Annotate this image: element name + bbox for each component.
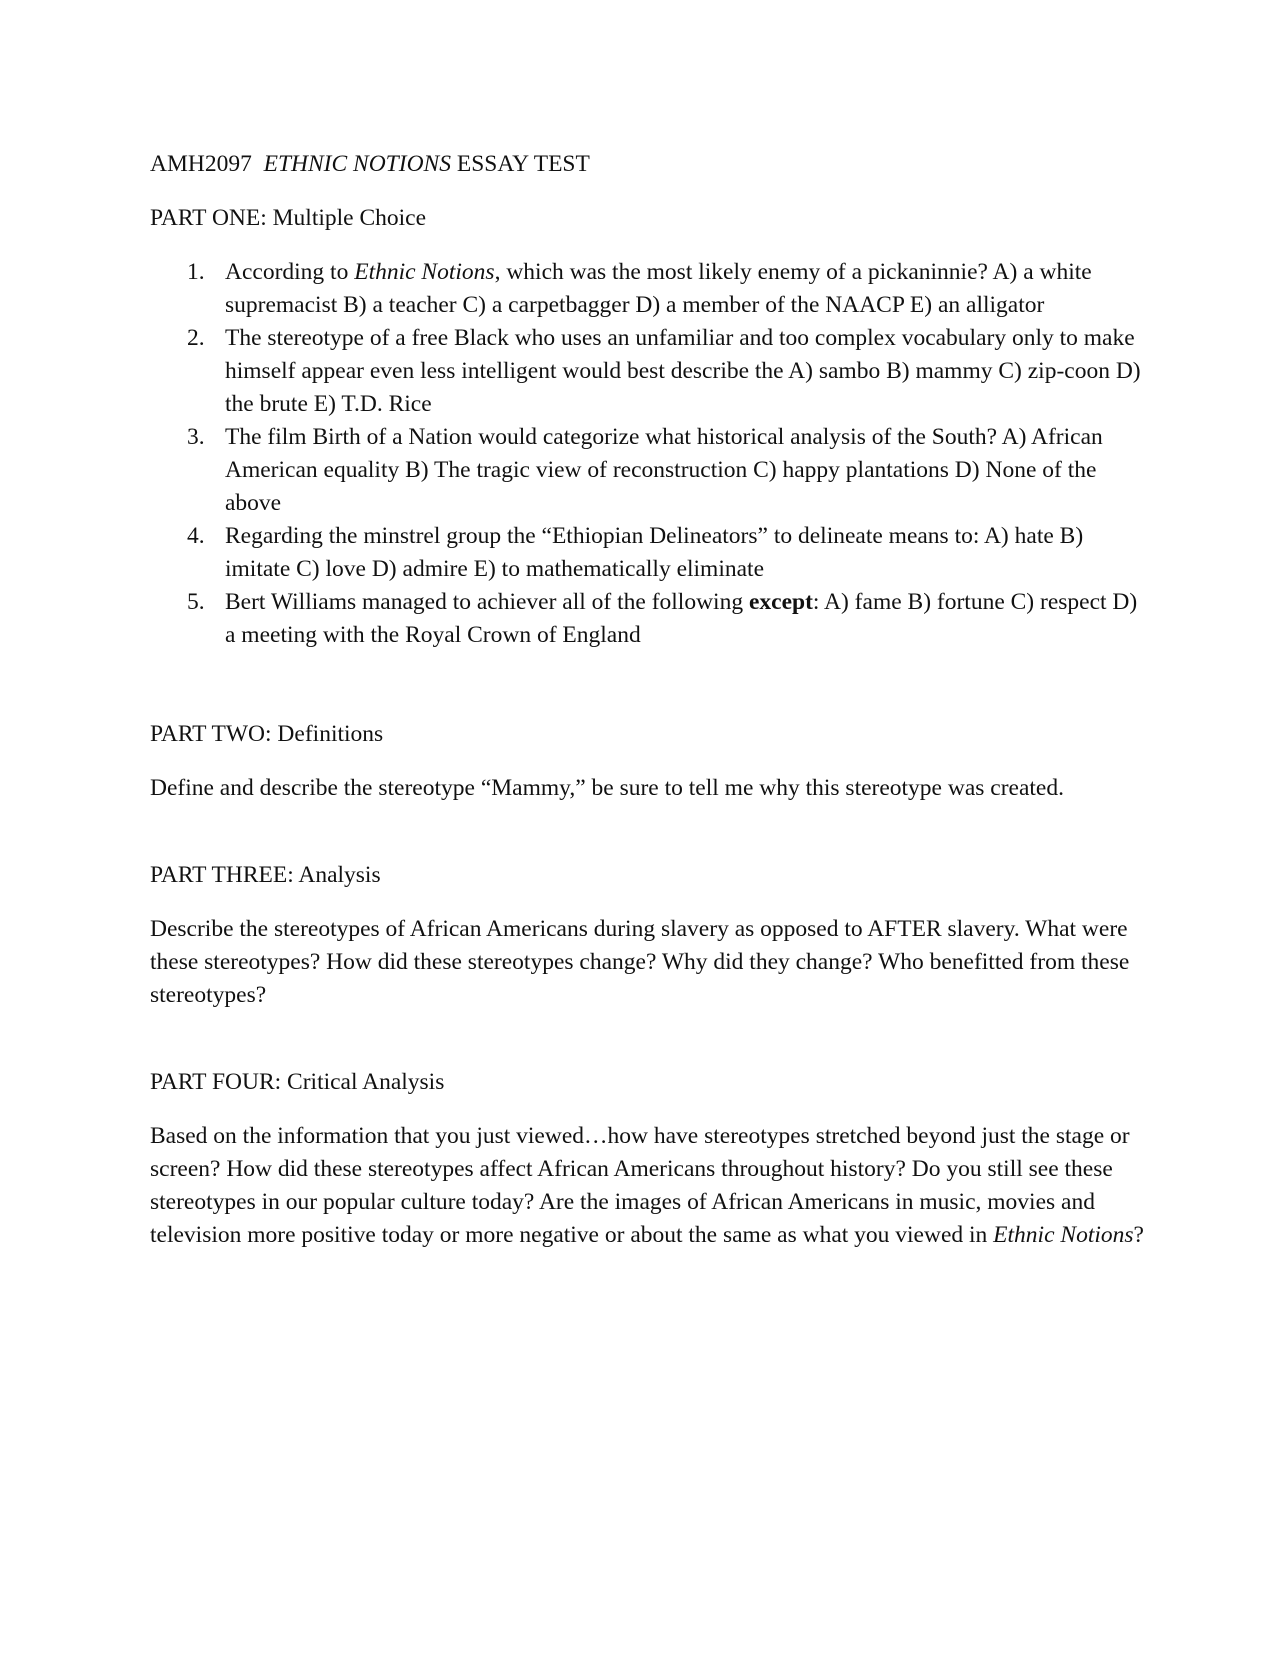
question-text: Regarding the minstrel group the “Ethiopian Delineators” to delineate means to: A) hate B) imitate C) love D) admire E) to mathematically eliminate <box>225 523 1084 582</box>
question-number: 2. <box>187 325 205 351</box>
part-four-prompt <box>150 1120 1150 1252</box>
part-two-heading: PART TWO: Definitions <box>150 721 384 747</box>
multiple-choice-list <box>150 256 1150 652</box>
question-number: 1. <box>187 259 205 285</box>
spacer <box>150 805 1150 859</box>
part-two-prompt: Define and describe the stereotype “Mammy,” be sure to tell me why this stereotype was created. <box>150 775 1064 801</box>
question-number: 3. <box>187 424 205 450</box>
part-four-heading: PART FOUR: Critical Analysis <box>150 1069 445 1095</box>
question-italic-title: Ethnic Notions <box>354 259 495 285</box>
part-four-film-title: Ethnic Notions <box>993 1222 1134 1248</box>
part-one-heading: PART ONE: Multiple Choice <box>150 205 427 231</box>
question-text: The film Birth of a Nation would categorize what historical analysis of the South? A) African American equality B) The tragic view of reconstruction C) happy plantations D) None of the above <box>225 424 1103 516</box>
question-text: According to <box>225 259 355 285</box>
spacer <box>150 1012 1150 1066</box>
test-label: ESSAY TEST <box>456 151 590 177</box>
question-text-rest: , which was the most likely enemy of a pickaninnie? A) a white supremacist B) a teacher C) a carpetbagger D) a member of the NAACP E) an alligator <box>225 259 1092 318</box>
question-4 <box>150 520 1150 586</box>
part-four-prompt-text: Based on the information that you just viewed…how have stereotypes stretched beyond just the stage or screen? How did these stereotypes affect African Americans throughout history? Do you still see these stereotypes in our popular culture today? Are the images of African Americans in music, movies and television more positive today or more negative or about the same as what you viewed in <box>150 1123 1130 1248</box>
question-3 <box>150 421 1150 520</box>
part-three-prompt: Describe the stereotypes of African Americans during slavery as opposed to AFTER slavery. What were these stereotypes? How did these stereotypes change? Why did they change? Who benefitted from these stereotypes? <box>150 916 1130 1008</box>
question-bold-word: except <box>748 589 813 615</box>
question-5 <box>150 586 1150 652</box>
question-2 <box>150 322 1150 421</box>
document-title <box>150 148 1150 181</box>
course-code: AMH2097 <box>150 151 252 177</box>
document-body <box>150 148 1150 1252</box>
question-text-rest: : A) fame B) fortune C) respect D) a meeting with the Royal Crown of England <box>225 589 1138 648</box>
question-number: 5. <box>187 589 205 615</box>
question-text: The stereotype of a free Black who uses an unfamiliar and too complex vocabulary only to make himself appear even less intelligent would best describe the A) sambo B) mammy C) zip-coon D) the brute E) T.D. Rice <box>225 325 1141 417</box>
question-number: 4. <box>187 523 205 549</box>
film-title: ETHNIC NOTIONS <box>263 151 451 177</box>
question-text: Bert Williams managed to achiever all of the following <box>225 589 749 615</box>
part-four-prompt-end: ? <box>1133 1222 1144 1248</box>
spacer <box>150 652 1150 718</box>
part-three-heading: PART THREE: Analysis <box>150 862 381 888</box>
question-1 <box>150 256 1150 322</box>
